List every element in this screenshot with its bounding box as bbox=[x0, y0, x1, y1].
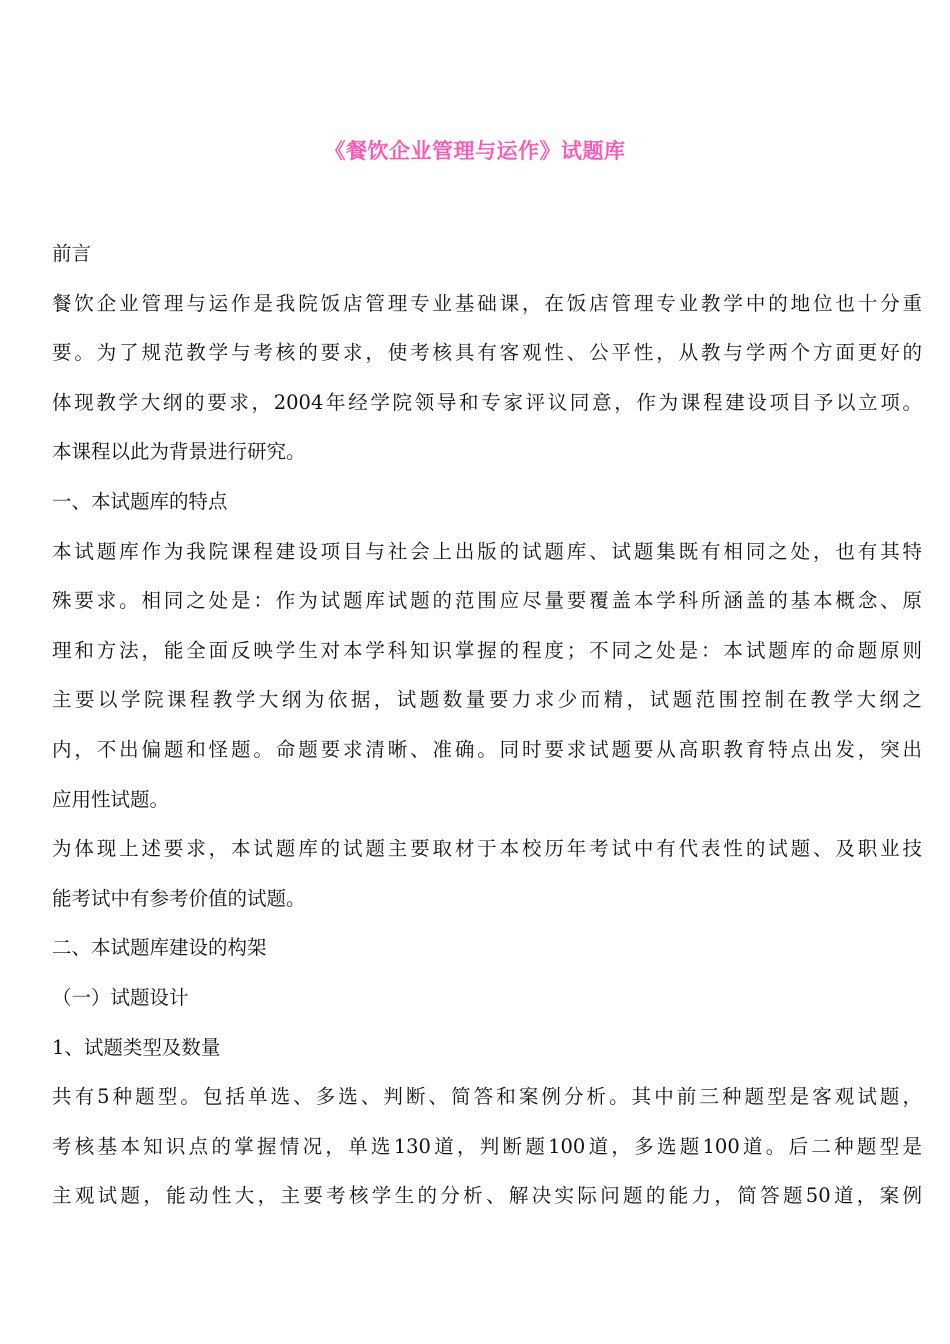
body-line: 本试题库作为我院课程建设项目与社会上出版的试题库、试题集既有相同之处，也有其特 bbox=[52, 539, 922, 563]
body-line: 餐饮企业管理与运作是我院饭店管理专业基础课，在饭店管理专业教学中的地位也十分重 bbox=[52, 291, 922, 315]
document-body bbox=[52, 229, 922, 1221]
body-line: 二、本试题库建设的构架 bbox=[52, 936, 267, 960]
body-line: 主要以学院课程教学大纲为依据，试题数量要力求少而精，试题范围控制在教学大纲之 bbox=[52, 688, 922, 712]
body-line: 1、试题类型及数量 bbox=[52, 1035, 221, 1059]
body-line: （一）试题设计 bbox=[52, 985, 189, 1009]
body-line: 共有5种题型。包括单选、多选、判断、简答和案例分析。其中前三种题型是客观试题， bbox=[52, 1085, 922, 1109]
body-line: 能考试中有参考价值的试题。 bbox=[52, 886, 306, 910]
body-line: 殊要求。相同之处是：作为试题库试题的范围应尽量要覆盖本学科所涵盖的基本概念、原 bbox=[52, 589, 922, 613]
body-line: 应用性试题。 bbox=[52, 787, 170, 811]
body-line: 主观试题，能动性大，主要考核学生的分析、解决实际问题的能力，简答题50道，案例 bbox=[52, 1184, 922, 1208]
body-line: 要。为了规范教学与考核的要求，使考核具有客观性、公平性，从教与学两个方面更好的 bbox=[52, 341, 922, 365]
body-line: 内，不出偏题和怪题。命题要求清晰、准确。同时要求试题要从高职教育特点出发，突出 bbox=[52, 737, 922, 761]
document-title: 《餐饮企业管理与运作》试题库 bbox=[324, 138, 626, 163]
body-line: 理和方法，能全面反映学生对本学科知识掌握的程度；不同之处是：本试题库的命题原则 bbox=[52, 638, 922, 662]
body-line: 本课程以此为背景进行研究。 bbox=[52, 440, 306, 464]
body-line: 体现教学大纲的要求，2004年经学院领导和专家评议同意，作为课程建设项目予以立项。 bbox=[52, 390, 922, 414]
body-line: 前言 bbox=[52, 242, 92, 265]
body-line: 考核基本知识点的掌握情况，单选130道，判断题100道，多选题100道。后二种题型是 bbox=[52, 1134, 922, 1158]
body-line: 一、本试题库的特点 bbox=[52, 489, 228, 513]
body-line: 为体现上述要求，本试题库的试题主要取材于本校历年考试中有代表性的试题、及职业技 bbox=[52, 837, 922, 861]
